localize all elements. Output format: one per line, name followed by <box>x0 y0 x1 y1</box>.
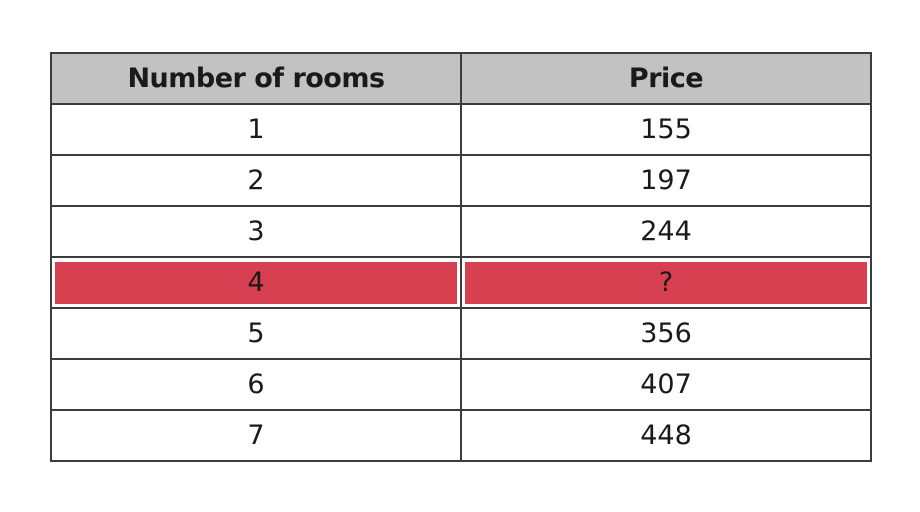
table-row <box>51 410 871 461</box>
rooms-cell: 1 <box>51 104 461 155</box>
price-cell: 448 <box>461 410 871 461</box>
table-row <box>51 104 871 155</box>
price-cell: 244 <box>461 206 871 257</box>
highlight-fill: ? <box>465 262 867 304</box>
rooms-cell: 3 <box>51 206 461 257</box>
table-row <box>51 155 871 206</box>
table-row <box>51 359 871 410</box>
header-row <box>51 53 871 104</box>
header-number-of-rooms: Number of rooms <box>51 53 461 104</box>
table-body <box>51 104 871 461</box>
rooms-cell <box>51 257 461 308</box>
price-table <box>50 52 872 462</box>
price-cell: 155 <box>461 104 871 155</box>
header-price: Price <box>461 53 871 104</box>
price-cell: 407 <box>461 359 871 410</box>
rooms-cell: 6 <box>51 359 461 410</box>
rooms-cell: 2 <box>51 155 461 206</box>
table-header <box>51 53 871 104</box>
rooms-cell: 5 <box>51 308 461 359</box>
table-row <box>51 206 871 257</box>
table-row <box>51 257 871 308</box>
price-cell <box>461 257 871 308</box>
price-cell: 197 <box>461 155 871 206</box>
highlight-fill: 4 <box>55 262 457 304</box>
price-cell: 356 <box>461 308 871 359</box>
rooms-cell: 7 <box>51 410 461 461</box>
table-row <box>51 308 871 359</box>
